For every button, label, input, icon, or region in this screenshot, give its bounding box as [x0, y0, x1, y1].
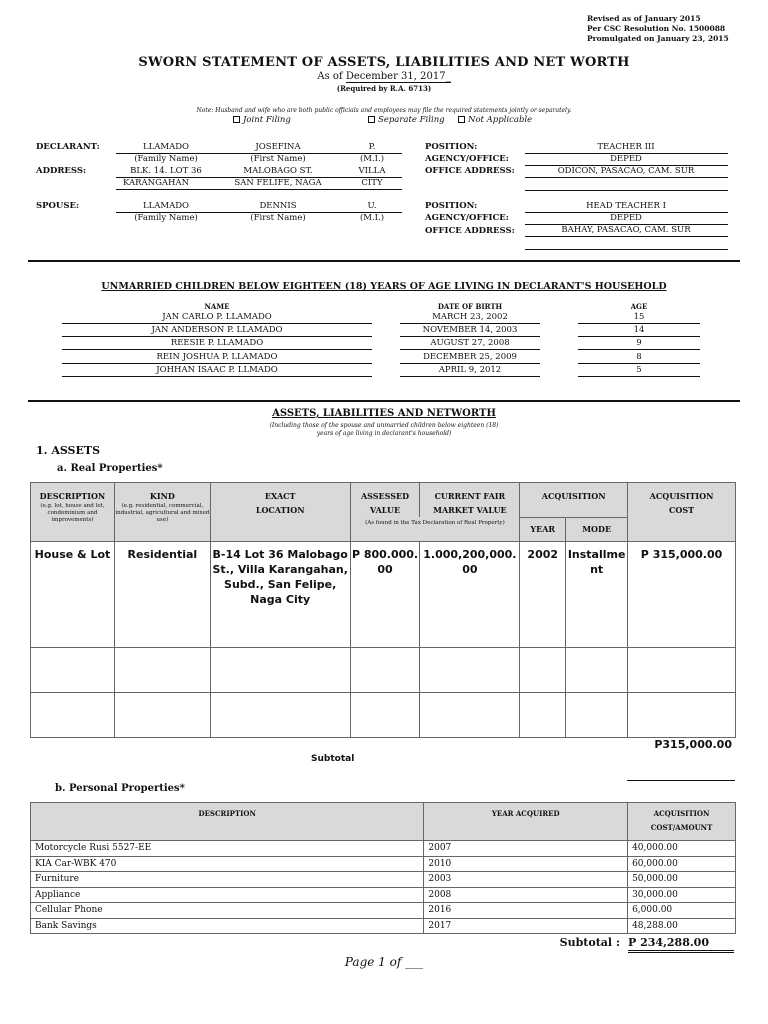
- filing-note: Note: Husband and wife who are both public officials and employees may file the required statements jointly or separately.: [196, 107, 572, 114]
- child-age: 5: [636, 364, 642, 375]
- pp-year: 2016: [424, 903, 628, 919]
- header-fair-value: [420, 483, 520, 518]
- header-text: ASSESSED: [360, 491, 410, 501]
- page-number: Page 1 of ___: [344, 955, 424, 969]
- aln-title: ASSETS, LIABILITIES AND NETWORTH: [272, 408, 496, 419]
- pp-description: Furniture: [31, 872, 424, 888]
- rp-kind: Residential: [114, 541, 210, 647]
- pp-year: 2008: [424, 887, 628, 903]
- spouse-first-name: DENNIS: [259, 201, 297, 211]
- rp-assessed: P 800.000.00: [350, 541, 420, 647]
- address-label: ADDRESS:: [36, 166, 87, 176]
- pp-year: 2003: [424, 872, 628, 888]
- child-age: 9: [636, 338, 642, 349]
- rp-year: 2002: [520, 541, 566, 647]
- child-age: 14: [633, 325, 645, 336]
- pp-cost: 48,288.00: [628, 918, 736, 934]
- header-kind: [114, 483, 210, 542]
- header-text: VALUE: [370, 505, 401, 515]
- header-description: DESCRIPTION: [31, 803, 424, 841]
- declarant-position: TEACHER III: [597, 142, 655, 152]
- pp-description: Bank Savings: [31, 918, 424, 934]
- aln-subtitle: years of age living in declarant's household): [316, 430, 452, 437]
- table-row: [31, 887, 736, 903]
- real-properties-table: [30, 482, 736, 738]
- option-label: Separate Filing: [378, 115, 445, 125]
- assets-heading: 1. ASSETS: [36, 444, 101, 457]
- child-dob: DECEMBER 25, 2009: [423, 351, 517, 362]
- address-line2-b: SAN FELIFE, NAGA: [234, 178, 322, 188]
- real-subtotal-value: P315,000.00: [654, 738, 732, 751]
- option-not-applicable[interactable]: [458, 115, 532, 125]
- header-text: MARKET VALUE: [433, 505, 507, 515]
- office-address-label: OFFICE ADDRESS:: [425, 166, 515, 176]
- header-description: [31, 483, 115, 542]
- child-name: JOHHAN ISAAC P. LLMADO: [156, 364, 278, 375]
- child-age: 15: [633, 312, 645, 322]
- real-subtotal-label: Subtotal: [311, 754, 355, 764]
- checkbox-icon: [458, 116, 465, 123]
- aln-subtitle: (Including those of the spouse and unmarried children below eighteen (18): [269, 422, 499, 429]
- declarant-first-name: JOSEFINA: [255, 142, 301, 152]
- pp-description: Motorcycle Rusi 5527-EE: [31, 841, 424, 857]
- child-dob: NOVEMBER 14, 2003: [422, 325, 518, 336]
- children-title: UNMARRIED CHILDREN BELOW EIGHTEEN (18) YEARS OF AGE LIVING IN DECLARANT'S HOUSEHOLD: [101, 281, 667, 292]
- table-row: [31, 856, 736, 872]
- option-joint[interactable]: [233, 115, 291, 125]
- required-note: (Required by R.A. 6713): [336, 84, 432, 93]
- rp-description: House & Lot: [31, 541, 115, 647]
- child-age: 8: [636, 351, 642, 362]
- pp-cost: 6,000.00: [628, 903, 736, 919]
- header-year: YEAR: [520, 517, 566, 541]
- declarant-family-name: LLAMADO: [142, 142, 190, 152]
- position-label: POSITION:: [425, 142, 478, 152]
- header-subtext: (e.g. lot, house and lot, condominium and improvements): [40, 503, 105, 523]
- child-dob: AUGUST 27, 2008: [430, 338, 510, 349]
- child-name: REESIE P. LLAMADO: [170, 338, 264, 349]
- table-row: [31, 841, 736, 857]
- position-label: POSITION:: [425, 201, 478, 211]
- pp-cost: 50,000.00: [628, 872, 736, 888]
- pp-description: Appliance: [31, 887, 424, 903]
- rp-mode: Installment: [566, 541, 628, 647]
- pp-description: Cellular Phone: [31, 903, 424, 919]
- spouse-agency: DEPED: [610, 213, 642, 223]
- table-row: [31, 903, 736, 919]
- declarant-label: DECLARANT:: [36, 142, 100, 152]
- children-header-name: NAME: [204, 302, 230, 311]
- children-header-age: AGE: [630, 302, 648, 311]
- caption-family-name: (Family Name): [134, 213, 198, 223]
- child-name: JAN ANDERSON P. LLAMADO: [151, 325, 283, 336]
- caption-first-name: (First Name): [250, 154, 306, 164]
- pp-cost: 30,000.00: [628, 887, 736, 903]
- table-row: [31, 872, 736, 888]
- rp-location: B-14 Lot 36 Malobago St., Villa Karangahan, Subd., San Felipe, Naga City: [210, 541, 350, 647]
- personal-properties-table: [30, 802, 736, 934]
- header-text: ACQUISITION: [649, 491, 714, 501]
- address-line1-a: BLK. 14. LOT 36: [130, 166, 202, 176]
- header-text: EXACT: [264, 491, 296, 501]
- table-row: [31, 647, 736, 692]
- declarant-office-address: ODICON, PASACAO, CAM. SUR: [557, 166, 695, 176]
- spouse-family-name: LLAMADO: [142, 201, 190, 211]
- caption-first-name: (First Name): [250, 213, 306, 223]
- header-cost: [628, 483, 736, 542]
- page-title: SWORN STATEMENT OF ASSETS, LIABILITIES AND NET WORTH: [138, 55, 630, 70]
- header-acquisition: ACQUISITION: [520, 483, 628, 518]
- table-row: [31, 692, 736, 737]
- header-text: ACQUISITION: [653, 809, 710, 818]
- caption-mi: (M.I.): [359, 154, 385, 164]
- revision-line: Promulgated on January 23, 2015: [587, 34, 729, 43]
- header-subtext: (e.g. residential, commercial, industrial, agricultural and mixed use): [115, 503, 210, 523]
- spouse-label: SPOUSE:: [36, 201, 80, 211]
- personal-subtotal-label: Subtotal :: [559, 936, 620, 949]
- header-text: DESCRIPTION: [39, 491, 106, 501]
- header-text: COST/AMOUNT: [650, 823, 713, 832]
- caption-family-name: (Family Name): [134, 154, 198, 164]
- spouse-office-address: BAHAY, PASACAO, CAM. SUR: [561, 225, 691, 235]
- header-text: COST: [669, 505, 695, 515]
- header-text: LOCATION: [255, 505, 305, 515]
- pp-description: KIA Car-WBK 470: [31, 856, 424, 872]
- pp-year: 2007: [424, 841, 628, 857]
- option-separate[interactable]: [368, 115, 445, 125]
- declarant-agency: DEPED: [610, 154, 642, 164]
- address-line2-a: KARANGAHAN: [122, 178, 190, 188]
- personal-subtotal-value: P 234,288.00: [628, 936, 709, 949]
- header-as-found: (As found in the Tax Declaration of Real Property): [350, 517, 520, 541]
- option-label: Joint Filing: [243, 115, 291, 125]
- address-line1-c: VILLA: [358, 166, 386, 176]
- header-assessed: [350, 483, 420, 518]
- revision-block: [587, 14, 729, 44]
- agency-label: AGENCY/OFFICE:: [425, 213, 509, 223]
- header-text: KIND: [149, 491, 175, 501]
- personal-properties-heading: b. Personal Properties*: [55, 783, 185, 794]
- child-name: REIN JOSHUA P. LLAMADO: [156, 351, 278, 362]
- option-label: Not Applicable: [468, 115, 533, 125]
- child-name: JAN CARLO P. LLAMADO: [162, 312, 272, 322]
- header-mode: MODE: [566, 517, 628, 541]
- table-row: [31, 541, 736, 647]
- agency-label: AGENCY/OFFICE:: [425, 154, 509, 164]
- child-dob: APRIL 9, 2012: [438, 364, 502, 375]
- address-line2-c: CITY: [361, 178, 383, 188]
- revision-line: Revised as of January 2015: [587, 14, 701, 23]
- header-location: [210, 483, 350, 542]
- child-dob: MARCH 23, 2002: [432, 312, 508, 322]
- checkbox-icon: [368, 116, 375, 123]
- checkbox-icon: [233, 116, 240, 123]
- revision-line: Per CSC Resolution No. 1500088: [587, 24, 726, 33]
- pp-year: 2010: [424, 856, 628, 872]
- rp-fair: 1.000,200,000.00: [420, 541, 520, 647]
- pp-cost: 60,000.00: [628, 856, 736, 872]
- as-of-date: December 31, 2017_: [345, 71, 451, 82]
- header-year-acquired: YEAR ACQUIRED: [424, 803, 628, 841]
- table-row: [31, 918, 736, 934]
- address-line1-b: MALOBAGO ST.: [243, 166, 313, 176]
- spouse-mi: U.: [367, 201, 377, 211]
- real-properties-heading: a. Real Properties*: [57, 463, 163, 474]
- as-of-line: [0, 71, 768, 82]
- pp-cost: 40,000.00: [628, 841, 736, 857]
- office-address-label: OFFICE ADDRESS:: [425, 226, 515, 236]
- spouse-position: HEAD TEACHER I: [586, 201, 666, 211]
- as-of-label: As of: [317, 71, 343, 82]
- rp-cost: P 315,000.00: [628, 541, 736, 647]
- children-header-dob: DATE OF BIRTH: [437, 302, 503, 311]
- caption-mi: (M.I.): [359, 213, 385, 223]
- header-cost-amount: [628, 803, 736, 841]
- declarant-mi: P.: [368, 142, 376, 152]
- pp-year: 2017: [424, 918, 628, 934]
- header-text: CURRENT FAIR: [434, 491, 506, 501]
